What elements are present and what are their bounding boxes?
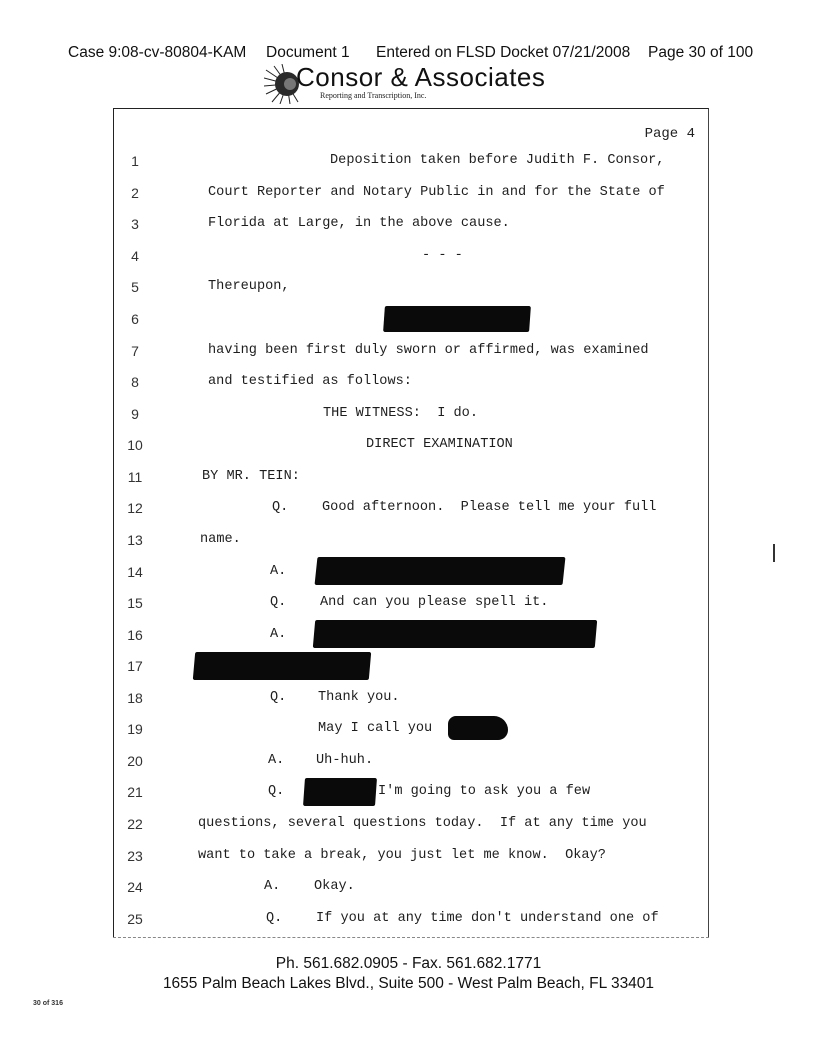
redaction-bar — [448, 716, 508, 740]
line-number: 5 — [131, 279, 139, 295]
line-text: Florida at Large, in the above cause. — [208, 216, 510, 231]
footer-phone: Ph. 561.682.0905 - Fax. 561.682.1771 — [275, 955, 542, 972]
transcript-line — [0, 216, 817, 236]
transcript-line — [0, 911, 817, 931]
speaker-marker: Q. — [270, 690, 287, 705]
transcript-line — [0, 185, 817, 205]
logo-tagline: Reporting and Transcription, Inc. — [320, 91, 427, 100]
line-number: 11 — [127, 469, 143, 485]
document-number: Document 1 — [266, 44, 350, 61]
speaker-marker: Q. — [268, 784, 285, 799]
line-number: 8 — [131, 374, 139, 390]
transcript-line — [0, 658, 817, 678]
line-text: Good afternoon. Please tell me your full — [322, 500, 657, 515]
speaker-marker: Q. — [266, 911, 283, 926]
line-number: 16 — [127, 627, 143, 643]
transcript-line — [0, 374, 817, 394]
transcript-line — [0, 721, 817, 741]
line-text: And can you please spell it. — [320, 595, 549, 610]
redaction-bar — [193, 652, 371, 680]
transcript-page-label: Page 4 — [644, 126, 695, 142]
redaction-bar — [303, 778, 377, 806]
line-number: 13 — [127, 532, 143, 548]
line-number: 15 — [127, 595, 143, 611]
line-text: Deposition taken before Judith F. Consor, — [330, 153, 665, 168]
transcript-line — [0, 469, 817, 489]
footer-address: 1655 Palm Beach Lakes Blvd., Suite 500 - West Palm Beach, FL 33401 — [162, 975, 655, 992]
speaker-marker: Q. — [272, 500, 289, 515]
transcript-line — [0, 406, 817, 426]
line-text: and testified as follows: — [208, 374, 412, 389]
line-number: 2 — [131, 185, 139, 201]
speaker-marker: A. — [268, 753, 285, 768]
line-number: 19 — [127, 721, 143, 737]
line-text: - - - — [422, 248, 463, 263]
line-number: 3 — [131, 216, 139, 232]
transcript-line — [0, 816, 817, 836]
redaction-bar — [313, 620, 597, 648]
transcript-line — [0, 437, 817, 457]
line-number: 20 — [127, 753, 143, 769]
line-number: 21 — [127, 784, 143, 800]
line-text: Thereupon, — [208, 279, 290, 294]
transcript-line — [0, 279, 817, 299]
line-number: 23 — [127, 848, 143, 864]
reporter-logo — [256, 62, 556, 106]
speaker-marker: Q. — [270, 595, 287, 610]
line-number: 7 — [131, 343, 139, 359]
transcript-line — [0, 879, 817, 899]
line-number: 6 — [131, 311, 139, 327]
line-number: 22 — [127, 816, 143, 832]
line-number: 17 — [127, 658, 143, 674]
line-text: questions, several questions today. If at any time you — [198, 816, 647, 831]
frame-bottom-edge — [113, 937, 709, 938]
speaker-marker: A. — [264, 879, 281, 894]
transcript-line — [0, 153, 817, 173]
line-number: 25 — [127, 911, 143, 927]
line-number: 4 — [131, 248, 139, 264]
transcript-line — [0, 500, 817, 520]
transcript-line — [0, 690, 817, 710]
line-text: Court Reporter and Notary Public in and for the State of — [208, 185, 665, 200]
line-text: Thank you. — [318, 690, 400, 705]
logo-name: Consor & Associates — [296, 62, 546, 92]
speaker-marker: A. — [270, 564, 287, 579]
line-text: THE WITNESS: I do. — [323, 406, 478, 421]
redaction-bar — [315, 557, 566, 585]
line-text: Okay. — [314, 879, 355, 894]
page-of-total: Page 30 of 100 — [648, 44, 754, 61]
transcript-line — [0, 343, 817, 363]
line-text: May I call you — [318, 721, 433, 736]
line-number: 24 — [127, 879, 143, 895]
case-number: Case 9:08-cv-80804-KAM — [68, 44, 247, 61]
transcript-line — [0, 784, 817, 804]
redaction-bar — [383, 306, 531, 332]
line-text: DIRECT EXAMINATION — [366, 437, 513, 452]
speaker-marker: A. — [270, 627, 287, 642]
line-number: 18 — [127, 690, 143, 706]
line-number: 12 — [127, 500, 143, 516]
transcript-line — [0, 595, 817, 615]
line-text: having been first duly sworn or affirmed, was examined — [208, 343, 649, 358]
line-text: name. — [200, 532, 241, 547]
line-number: 9 — [131, 406, 139, 422]
line-number: 14 — [127, 564, 143, 580]
line-text: want to take a break, you just let me know. Okay? — [198, 848, 606, 863]
page-counter-note: 30 of 316 — [33, 1000, 63, 1007]
line-text: Uh-huh. — [316, 753, 374, 768]
stray-scan-mark — [773, 544, 775, 562]
line-text: If you at any time don't understand one of — [316, 911, 659, 926]
line-text: BY MR. TEIN: — [202, 469, 300, 484]
transcript-line — [0, 248, 817, 268]
line-number: 1 — [131, 153, 139, 169]
transcript-line — [0, 753, 817, 773]
transcript-line — [0, 532, 817, 552]
docket-entry: Entered on FLSD Docket 07/21/2008 — [376, 44, 631, 61]
line-text: I'm going to ask you a few — [378, 784, 591, 799]
line-number: 10 — [127, 437, 143, 453]
transcript-line — [0, 848, 817, 868]
